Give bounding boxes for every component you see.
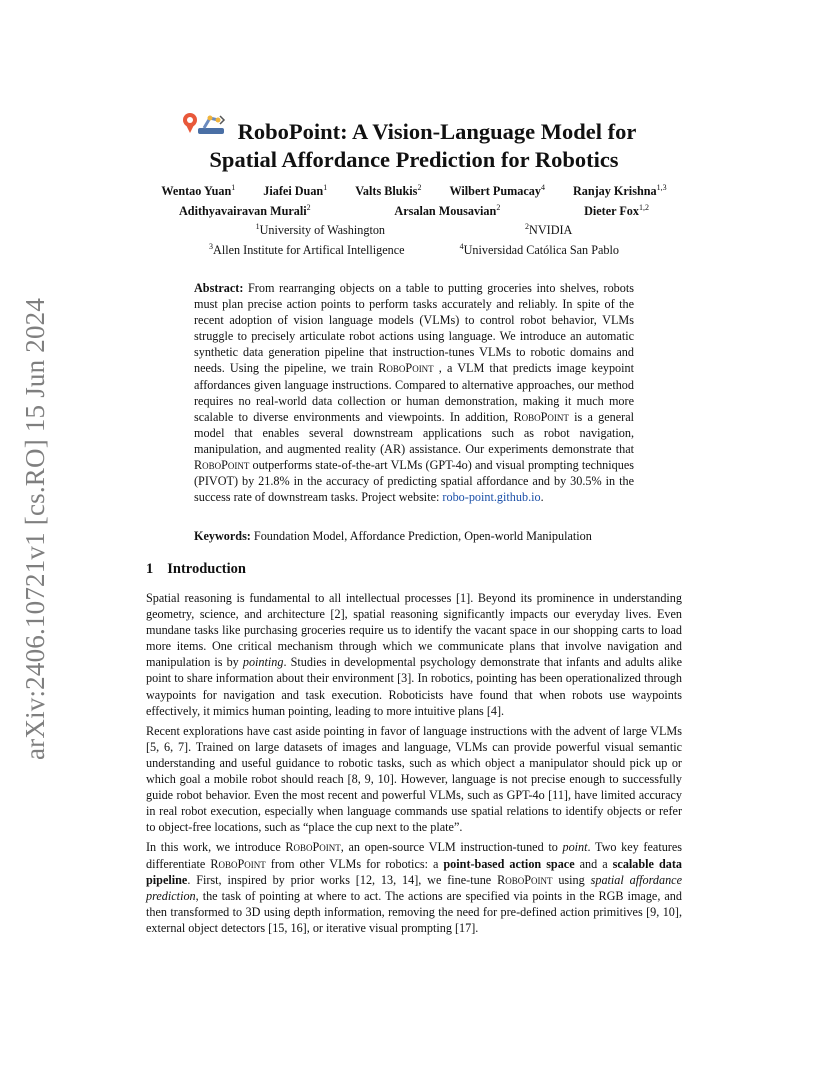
author-block bbox=[0, 182, 828, 260]
title-line-1: RoboPoint: A Vision-Language Model for bbox=[237, 119, 637, 144]
author: Wentao Yuan$^1$ bbox=[161, 182, 236, 198]
author: Arsalan Mousavian$^2$ bbox=[394, 202, 501, 218]
system-name: RoboPoint bbox=[378, 361, 434, 376]
affiliation: $^2$NVIDIA bbox=[525, 221, 573, 237]
section-heading bbox=[146, 561, 246, 578]
system-name: RoboPoint bbox=[513, 409, 569, 424]
paper-title bbox=[0, 118, 828, 174]
affiliation: $^1$University of Washington bbox=[255, 221, 386, 237]
authors-row-1 bbox=[0, 182, 828, 202]
author: Valts Blukis$^2$ bbox=[355, 182, 422, 198]
author: Ranjay Krishna$^{1,3}$ bbox=[572, 182, 667, 198]
affiliation: $^3$Allen Institute for Artifical Intelligence bbox=[209, 241, 405, 257]
title-line-2: Spatial Affordance Prediction for Robotics bbox=[209, 147, 619, 172]
authors-row-2 bbox=[179, 202, 649, 222]
affiliation: $^4$Universidad Católica San Pablo bbox=[459, 241, 619, 257]
system-name: RoboPoint bbox=[194, 458, 250, 473]
section-number: 1 bbox=[146, 561, 154, 577]
project-website-link[interactable]: robo-point.github.io bbox=[442, 490, 541, 505]
affiliations-row-1 bbox=[0, 221, 828, 241]
author: Wilbert Pumacay$^4$ bbox=[449, 182, 545, 198]
arxiv-identifier: arXiv:2406.10721v1 [cs.RO] 15 Jun 2024 bbox=[20, 297, 50, 760]
author: Dieter Fox$^{1,2}$ bbox=[584, 202, 649, 218]
author: Jiafei Duan$^1$ bbox=[263, 182, 328, 198]
affiliations-row-2 bbox=[0, 241, 828, 261]
keywords: Keywords: Foundation Model, Affordance Prediction, Open-world Manipulation bbox=[194, 529, 592, 543]
abstract: Abstract: From rearranging objects on a table to putting groceries into shelves, robots must plan precise action points to perform tasks accurately and reliably. In spite of the recent adoption of vision language models (VLMs) to control robot behavior, VLMs struggle to precisely articulate robot actions using language. We introduce an automatic synthetic data generation pipeline that instruction-tunes VLMs to robotic domains and needs. Using the pipeline, we train RoboPoint , a VLM that predicts image keypoint affordances given language instructions. Compared to alternative approaches, our method requires no real-world data collection or human demonstration, making it much more scalable to diverse environments and viewpoints. In addition, RoboPoint is a general model that enables several downstream applications such as robot navigation, manipulation, and augmented reality (AR) assistance. Our experiments demonstrate that RoboPoint outperforms state-of-the-art VLMs (GPT-4o) and visual prompting techniques (PIVOT) by 21.8% in the accuracy of predicting spatial affordance and by 30.5% in the success rate of downstream tasks. Project website: robo-point.github.io. bbox=[194, 281, 635, 505]
keywords-label: Keywords: bbox=[194, 529, 251, 543]
body-text bbox=[146, 590, 682, 940]
abstract-label: Abstract: bbox=[194, 281, 244, 295]
paragraph: Recent explorations have cast aside pointing in favor of language instructions with the advent of large VLMs [5, 6, 7]. Trained on large datasets of images and language, VLMs can provide powerful visual semantic understanding and useful guidance to robotic tasks, such as which object a manipulator should pick up or which goal a mobile robot should reach [8, 9, 10]. However, language is not precise enough to successfully guide robot behavior. Even the most recent and powerful VLMs, such as GPT-4o [11], have limited accuracy in real robot execution, especially when language commands use spatial relations to identify objects or refer to object-free locations, such as “place the cup next to the plate”. bbox=[146, 723, 682, 835]
section-title: Introduction bbox=[167, 561, 246, 577]
paragraph: Spatial reasoning is fundamental to all intellectual processes [1]. Beyond its prominence in understanding geometry, science, and architecture [2], spatial reasoning significantly impacts our everyday lives. Even mundane tasks like purchasing groceries require us to identify the vacant space in our shopping carts to load more items. One critical mechanism through which we communicate plans that involve navigation and manipulation is by pointing. Studies in developmental psychology demonstrate that infants and adults alike point to share information about their environment [3]. In robotics, pointing has been operationalized through waypoints for navigation and task execution. Roboticists have found that when robots use waypoints effectively, it mimics human pointing, leading to more intuitive plans [4]. bbox=[146, 591, 682, 718]
author: Adithyavairavan Murali$^2$ bbox=[179, 202, 311, 218]
paragraph: In this work, we introduce RoboPoint, an open-source VLM instruction-tuned to point. Two key features differentiate RoboPoint from other VLMs for robotics: a point-based action space and a scalable data pipeline. First, inspired by prior works [12, 13, 14], we fine-tune RoboPoint using spatial affordance prediction, the task of pointing at where to act. The actions are specified via points in the RGB image, and then transformed to 3D using depth information, removing the need for pre-defined action primitives [9, 10], external object detectors [15, 16], or iterative visual prompting [17]. bbox=[146, 840, 683, 935]
